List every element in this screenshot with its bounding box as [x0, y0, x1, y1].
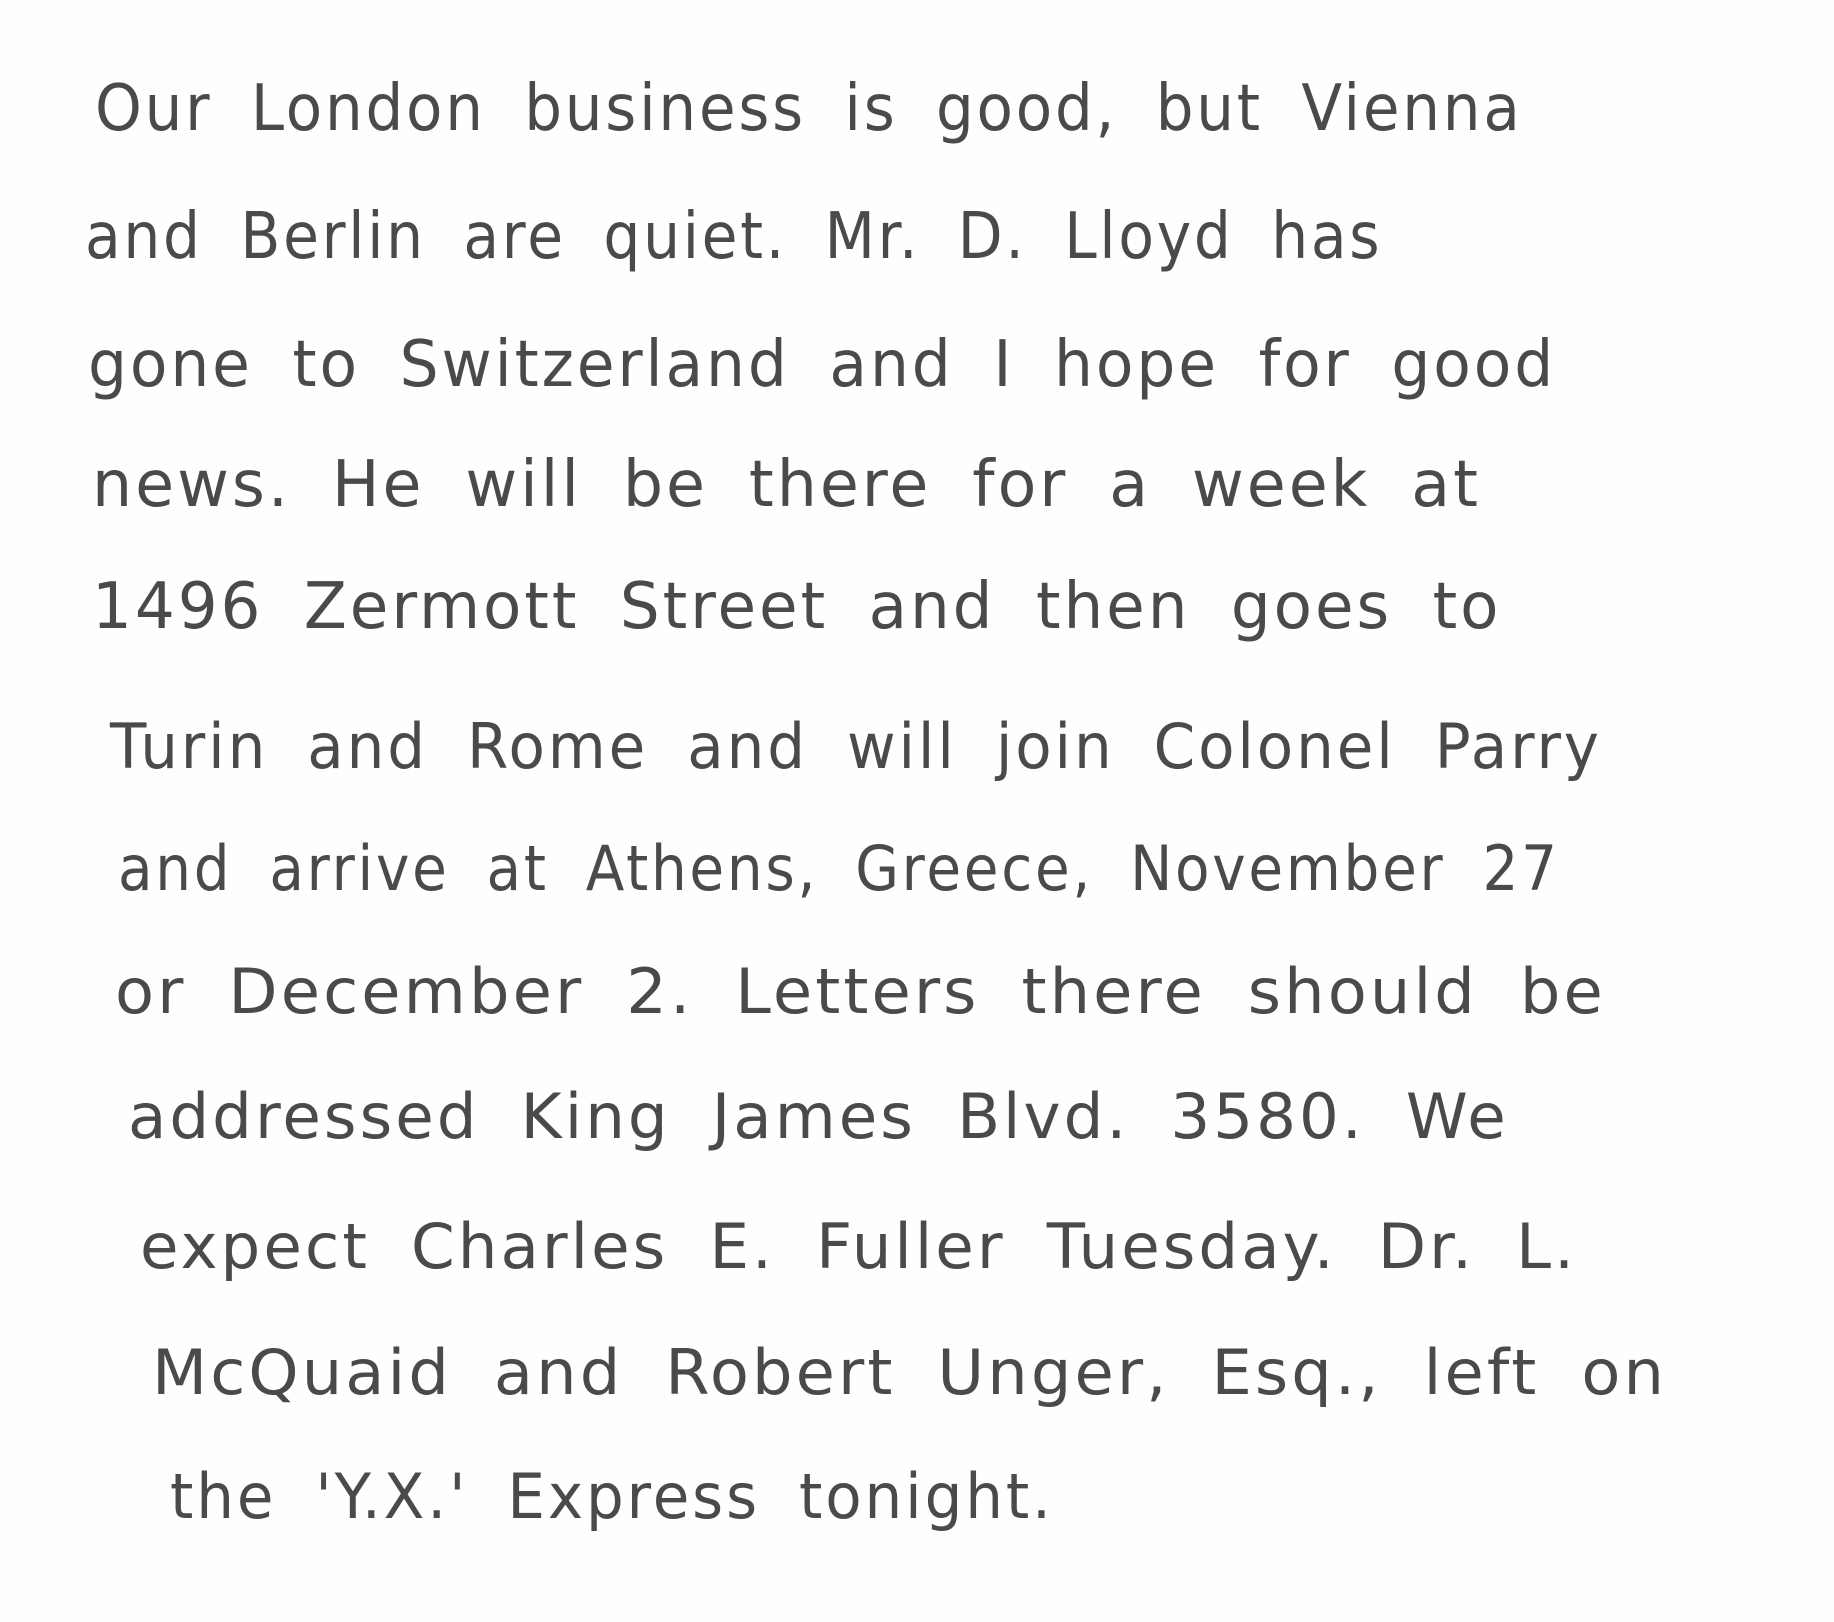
note-line-12: the 'Y.X.' Express tonight.	[170, 1460, 1054, 1533]
note-line-2: and Berlin are quiet. Mr. D. Lloyd has	[85, 200, 1383, 274]
note-line-8: or December 2. Letters there should be	[115, 955, 1606, 1028]
note-line-6: Turin and Rome and will join Colonel Parry	[110, 710, 1602, 783]
note-line-7: and arrive at Athens, Greece, November 27	[118, 832, 1560, 905]
note-line-9: addressed King James Blvd. 3580. We	[128, 1080, 1509, 1153]
note-line-5: 1496 Zermott Street and then goes to	[92, 570, 1502, 644]
note-line-10: expect Charles E. Fuller Tuesday. Dr. L.	[140, 1210, 1578, 1283]
note-line-3: gone to Switzerland and I hope for good	[88, 328, 1557, 402]
note-line-4: news. He will be there for a week at	[92, 448, 1481, 522]
note-line-11: McQuaid and Robert Unger, Esq., left on	[152, 1336, 1668, 1409]
note-line-1: Our London business is good, but Vienna	[95, 72, 1523, 146]
